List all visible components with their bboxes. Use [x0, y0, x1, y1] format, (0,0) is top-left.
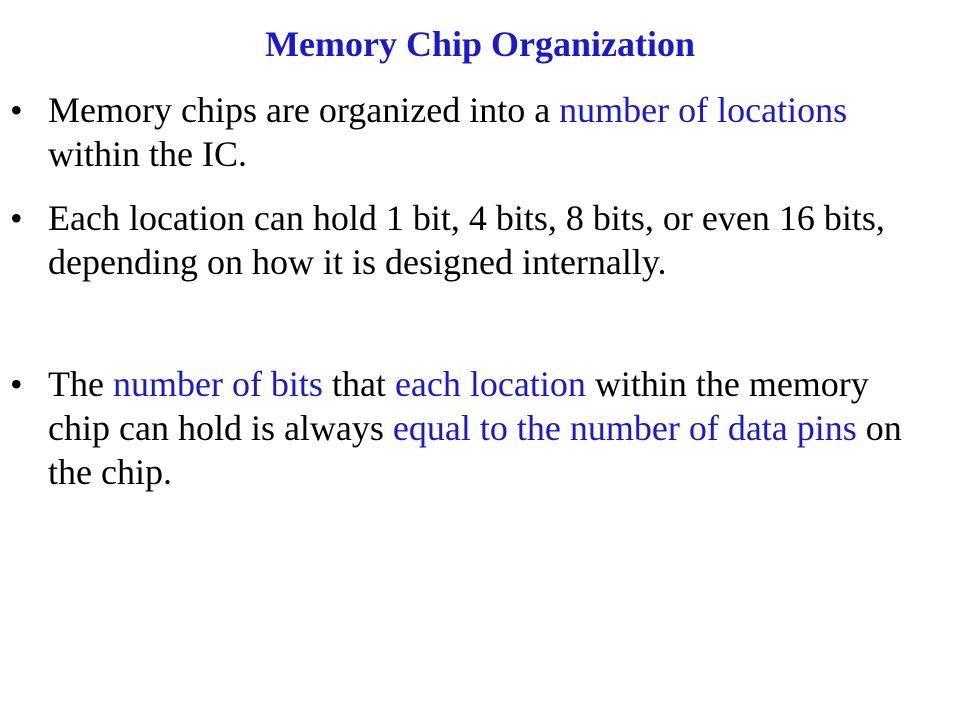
bullet-text	[48, 88, 928, 176]
bullet-dot: •	[10, 90, 23, 130]
bullet-item-1	[10, 88, 928, 176]
bullet-dot: •	[10, 198, 23, 238]
bullet-text	[48, 362, 928, 494]
text-segment: on the chip.	[48, 408, 902, 492]
bullet-item-2	[10, 196, 928, 284]
text-segment: within the IC.	[48, 134, 247, 174]
bullet-text	[48, 196, 928, 284]
highlighted-text: each location	[394, 364, 586, 404]
highlighted-text: number of locations	[559, 90, 848, 130]
highlighted-text: equal to the number of data pins	[392, 408, 857, 448]
slide-title: Memory Chip Organization	[265, 24, 695, 64]
text-segment: Memory chips are organized into a	[48, 90, 560, 130]
text-segment: Each location can hold 1 bit, 4 bits, 8 bits, or even 16 bits, depending on how it is designed internally.	[48, 198, 885, 282]
text-segment: that	[322, 364, 395, 404]
bullet-item-3	[10, 362, 928, 494]
text-segment: within the memory chip can hold is always	[48, 364, 869, 448]
bullet-dot: •	[10, 364, 23, 404]
text-segment: The	[48, 364, 113, 404]
highlighted-text: number of bits	[112, 364, 323, 404]
